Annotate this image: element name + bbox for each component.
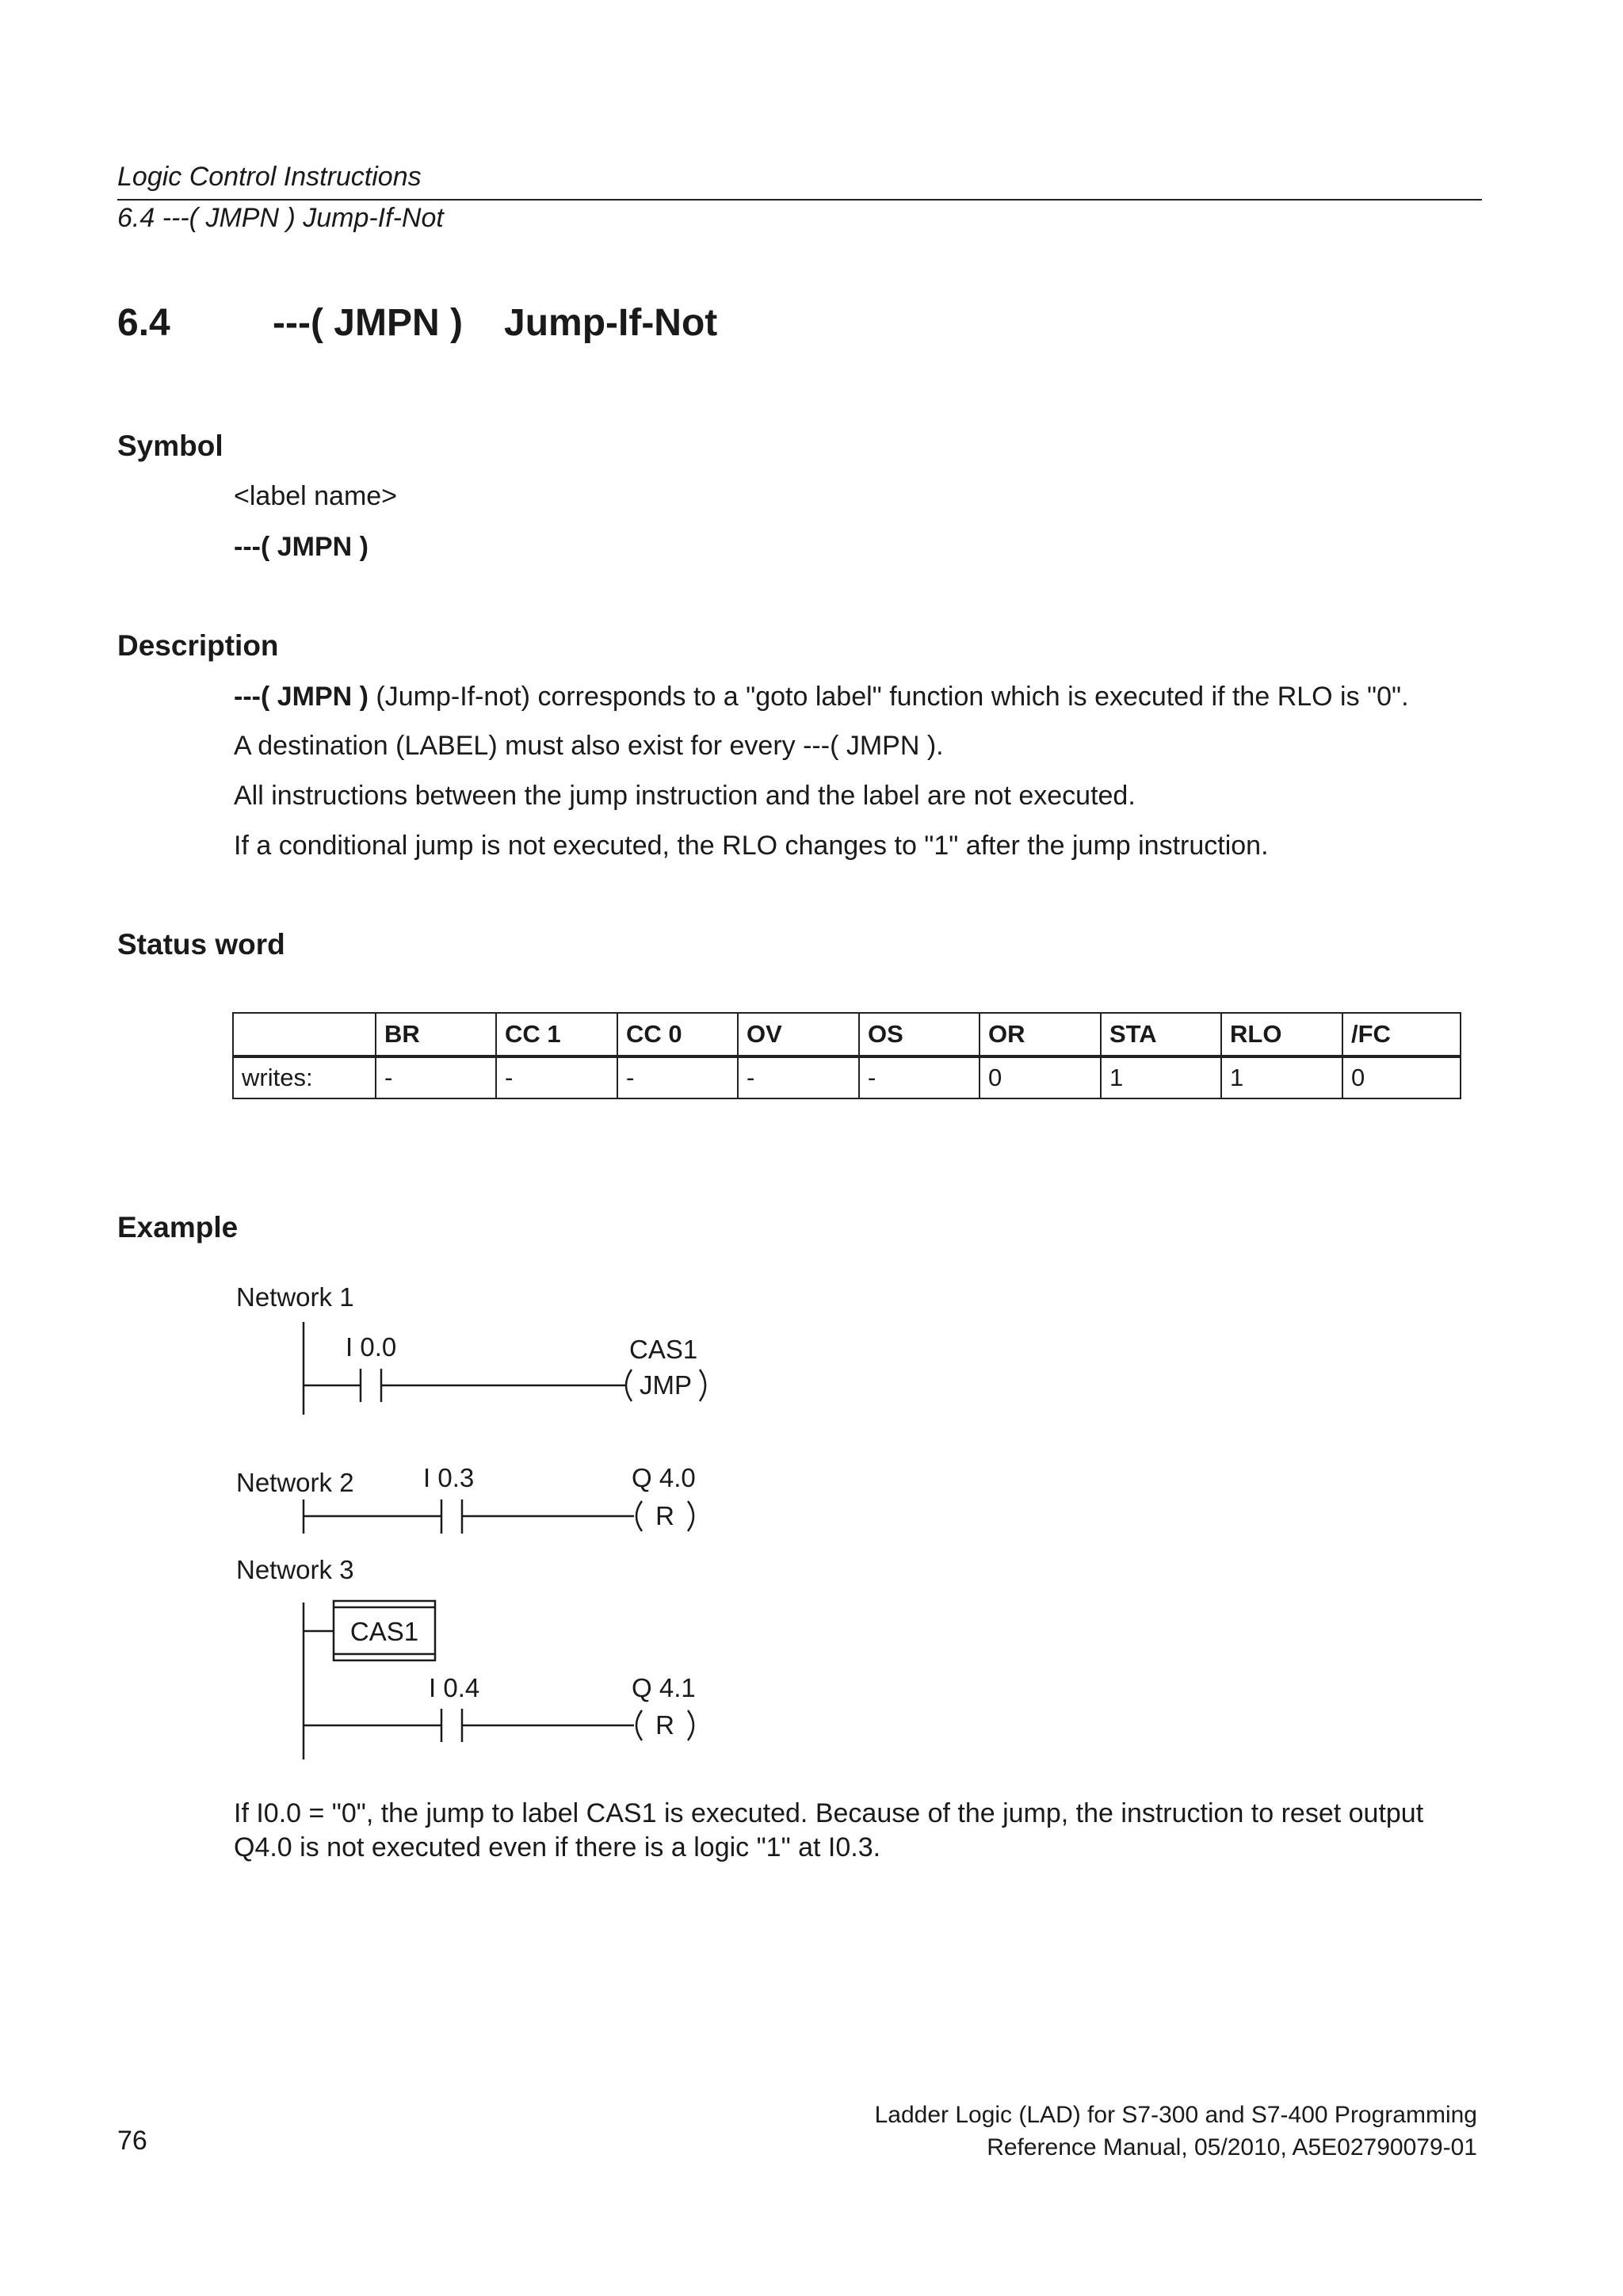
network-3-label: Network 3 (236, 1555, 354, 1584)
coil-right-arc (688, 1501, 693, 1531)
coil-address: Q 4.1 (632, 1673, 696, 1702)
table-header-cell: /FC (1342, 1013, 1461, 1056)
running-header-chapter: Logic Control Instructions (117, 162, 422, 192)
description-instruction: ---( JMPN ) (234, 682, 369, 712)
description-heading: Description (117, 629, 279, 662)
network-1-label: Network 1 (236, 1282, 354, 1312)
coil-left-arc (626, 1370, 632, 1401)
section-number: 6.4 (117, 302, 170, 344)
table-cell: - (617, 1056, 738, 1098)
table-header-cell: STA (1101, 1013, 1221, 1056)
table-cell: - (859, 1056, 980, 1098)
table-header-cell: OV (738, 1013, 859, 1056)
table-header-cell: OR (980, 1013, 1101, 1056)
example-explanation-line-1: If I0.0 = "0", the jump to label CAS1 is executed. Because of the jump, the instruction to reset output (234, 1798, 1424, 1828)
coil-left-arc (636, 1710, 642, 1740)
contact-address: I 0.0 (346, 1332, 397, 1362)
coil-address: CAS1 (629, 1335, 698, 1364)
coil-instruction: R (655, 1710, 674, 1740)
coil-right-arc (700, 1370, 705, 1401)
table-cell: writes: (233, 1056, 376, 1098)
footer-manual-reference: Reference Manual, 05/2010, A5E02790079-01 (987, 2134, 1477, 2160)
table-cell: - (376, 1056, 496, 1098)
coil-right-arc (688, 1710, 693, 1740)
table-header-cell: OS (859, 1013, 980, 1056)
example-explanation-line-2: Q4.0 is not executed even if there is a logic "1" at I0.3. (234, 1832, 881, 1862)
table-cell: 1 (1221, 1056, 1342, 1098)
section-symbol: ---( JMPN ) (273, 302, 463, 344)
coil-instruction: R (655, 1501, 674, 1530)
network-2-label: Network 2 (236, 1468, 354, 1497)
table-cell: - (496, 1056, 617, 1098)
table-header-cell: CC 0 (617, 1013, 738, 1056)
contact-address: I 0.4 (429, 1673, 480, 1702)
table-cell: 0 (1342, 1056, 1461, 1098)
running-header-section: 6.4 ---( JMPN ) Jump-If-Not (117, 203, 444, 233)
description-text: (Jump-If-not) corresponds to a "goto label" function which is executed if the RLO is "0". (368, 682, 1409, 712)
symbol-label-name: <label name> (234, 481, 398, 511)
footer-manual-title: Ladder Logic (LAD) for S7-300 and S7-400 Programming (874, 2102, 1477, 2128)
coil-instruction: JMP (640, 1370, 692, 1400)
table-header-cell: CC 1 (496, 1013, 617, 1056)
coil-left-arc (636, 1501, 642, 1531)
description-paragraph-2: A destination (LABEL) must also exist for every ---( JMPN ). (234, 731, 944, 761)
status-word-heading: Status word (117, 928, 285, 961)
coil-address: Q 4.0 (632, 1463, 696, 1492)
description-paragraph-3: All instructions between the jump instruction and the label are not executed. (234, 781, 1136, 811)
jump-label-text: CAS1 (349, 1617, 419, 1646)
section-name: Jump-If-Not (504, 302, 718, 344)
table-header-cell: BR (376, 1013, 496, 1056)
table-header-cell: RLO (1221, 1013, 1342, 1056)
table-cell: - (738, 1056, 859, 1098)
page-number: 76 (117, 2126, 147, 2156)
symbol-heading: Symbol (117, 430, 223, 462)
example-heading: Example (117, 1211, 239, 1244)
description-paragraph-4: If a conditional jump is not executed, the RLO changes to "1" after the jump instruction. (234, 831, 1269, 861)
contact-address: I 0.3 (423, 1463, 475, 1492)
symbol-instruction: ---( JMPN ) (234, 532, 369, 562)
table-cell: 0 (980, 1056, 1101, 1098)
table-cell: 1 (1101, 1056, 1221, 1098)
